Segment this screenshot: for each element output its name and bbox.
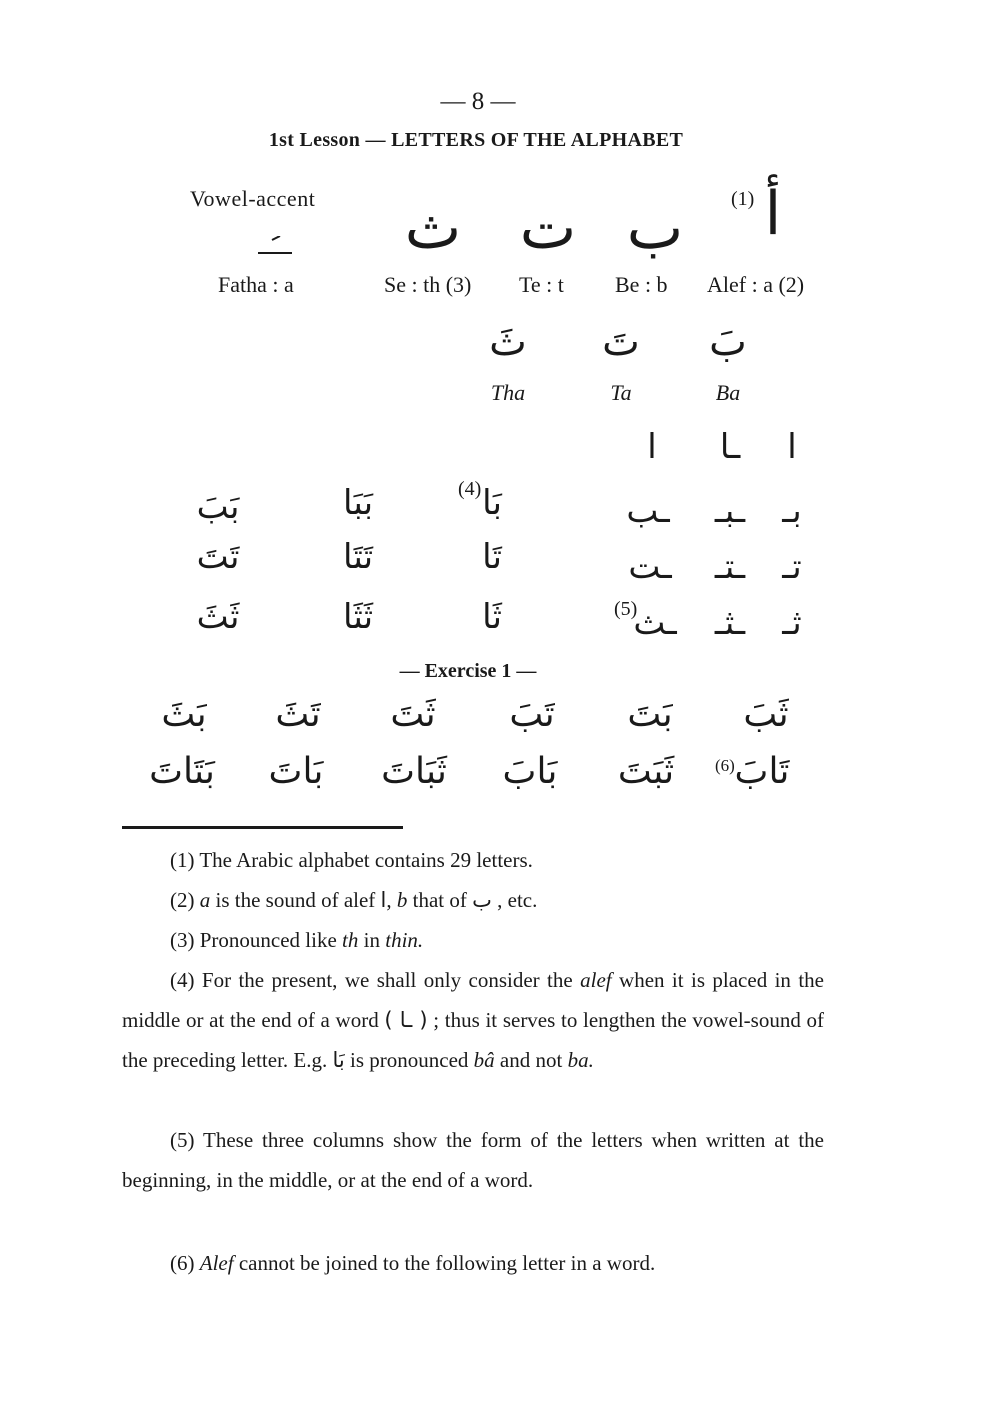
form-cell: بَبَا (342, 483, 374, 523)
alef-form-begin: ا (787, 427, 797, 467)
exercise-word: بَتَ (627, 694, 673, 735)
form-cell: بَا (482, 483, 502, 523)
exercise-word: تَابَ (734, 751, 790, 792)
footnote-2-etc: , etc. (491, 888, 538, 912)
footnote-2-a: a (199, 888, 211, 912)
alef-form-end: ا (647, 427, 657, 467)
footnote-4-text: (4) For the present, we shall only consider the (170, 968, 581, 992)
form-cell: ـتـ (714, 547, 746, 587)
exercise-word: بَابَ (502, 751, 558, 792)
letter-alef: أ (764, 179, 782, 249)
footnote-2-text2: that of (407, 888, 473, 912)
footnote-6-alef: Alef (199, 1251, 234, 1275)
footnote-2-num: (2) (170, 888, 195, 912)
form-cell: تَا (482, 537, 502, 577)
note-ref-6: (6) (715, 756, 735, 775)
form-cell: ـب (626, 491, 670, 531)
exercise-word: ثَبَتَ (617, 751, 675, 792)
letter-te: ت (519, 193, 577, 263)
footnote-6 (122, 1243, 824, 1283)
form-cell: ثَثَ (196, 597, 240, 637)
form-cell: ـث (633, 603, 677, 643)
form-cell: ـثـ (714, 603, 746, 643)
form-cell: ثَثَا (342, 597, 374, 637)
footnote-divider (122, 826, 403, 829)
exercise-word: بَاتَ (268, 751, 324, 792)
footnote-1 (122, 840, 824, 880)
footnote-3-in: in (358, 928, 386, 952)
form-cell: ـبـ (714, 491, 746, 531)
form-cell: ثَا (482, 597, 502, 637)
form-cell: ـت (628, 547, 672, 587)
footnote-4-ba-long: bâ (473, 1048, 495, 1072)
footnote-2-text: is the sound of alef (210, 888, 381, 912)
vowelled-tha: ثَ (489, 319, 527, 365)
footnote-6-num: (6) (170, 1251, 200, 1275)
footnote-3-th: th (342, 928, 359, 952)
exercise-word: ثَتَ (390, 694, 436, 735)
letter-be: ب (626, 193, 684, 263)
exercise-heading: — Exercise 1 — (399, 660, 537, 682)
footnote-2-b: b (396, 888, 408, 912)
name-te: Te : t (519, 272, 564, 297)
footnote-4 (122, 960, 824, 1080)
name-be: Be : b (615, 272, 668, 297)
footnote-5 (122, 1120, 824, 1200)
note-ref-4: (4) (458, 478, 482, 500)
be-glyph: ب (472, 888, 492, 912)
translit-ta: Ta (610, 380, 632, 405)
page-number: — 8 — (440, 88, 516, 115)
footnote-5-text: (5) These three columns show the form of the letters when written at the beginning, in the middle, or at the end of a word. (122, 1128, 824, 1192)
footnote-4-text3: ; thus it serves to lengthen the vowel-sound of the preceding letter. E.g. (122, 1008, 824, 1072)
alef-final-glyph: ( ـا ) (384, 1008, 428, 1032)
fatha-symbol (258, 236, 292, 256)
alef-glyph: ا (380, 888, 387, 912)
vowel-accent-label: Vowel-accent (190, 186, 316, 211)
vowelled-ba: بَ (709, 319, 747, 365)
exercise-word: ثَبَاتَ (381, 751, 447, 792)
alef-form-middle: ـا (719, 427, 741, 467)
form-cell: ثـ (782, 603, 802, 643)
name-se: Se : th (3) (384, 272, 472, 297)
exercise-word: بَثَ (161, 694, 207, 735)
name-alef: Alef : a (2) (707, 272, 805, 297)
lesson-title: 1st Lesson — LETTERS OF THE ALPHABET (268, 129, 684, 151)
footnote-2 (122, 880, 824, 920)
form-cell: تـ (782, 547, 802, 587)
form-cell: بـ (782, 491, 802, 531)
note-ref-5: (5) (614, 598, 638, 620)
footnote-1-text: (1) The Arabic alphabet contains 29 letters. (170, 848, 533, 872)
form-cell: تَتَ (196, 537, 240, 577)
vowelled-ta: تَ (602, 319, 640, 365)
translit-tha: Tha (490, 380, 526, 405)
footnote-6-text: cannot be joined to the following letter in a word. (233, 1251, 656, 1275)
footnote-4-text2: when it is placed in the middle or at the end of a word (122, 968, 824, 1032)
footnote-2-comma: , (386, 888, 397, 912)
footnote-3-text: (3) Pronounced like (170, 928, 343, 952)
note-ref-1: (1) (731, 188, 755, 210)
footnote-4-alef: alef (580, 968, 612, 992)
footnote-4-text5: and not (494, 1048, 568, 1072)
form-cell: تَتَا (342, 537, 374, 577)
fatha-label: Fatha : a (218, 272, 294, 297)
exercise-word: بَتَاتَ (149, 751, 215, 792)
exercise-word: تَبَ (509, 694, 555, 735)
footnote-3-thin: thin. (385, 928, 424, 952)
form-cell: بَبَ (196, 487, 240, 527)
exercise-word: ثَبَ (743, 694, 789, 735)
exercise-word: تَثَ (275, 694, 321, 735)
ba-example-glyph: بَا (332, 1048, 345, 1072)
footnote-4-text4: is pronounced (344, 1048, 474, 1072)
letter-se: ث (404, 193, 462, 263)
translit-ba: Ba (715, 380, 741, 405)
footnote-4-ba-short: ba. (567, 1048, 594, 1072)
footnote-3 (122, 920, 824, 960)
